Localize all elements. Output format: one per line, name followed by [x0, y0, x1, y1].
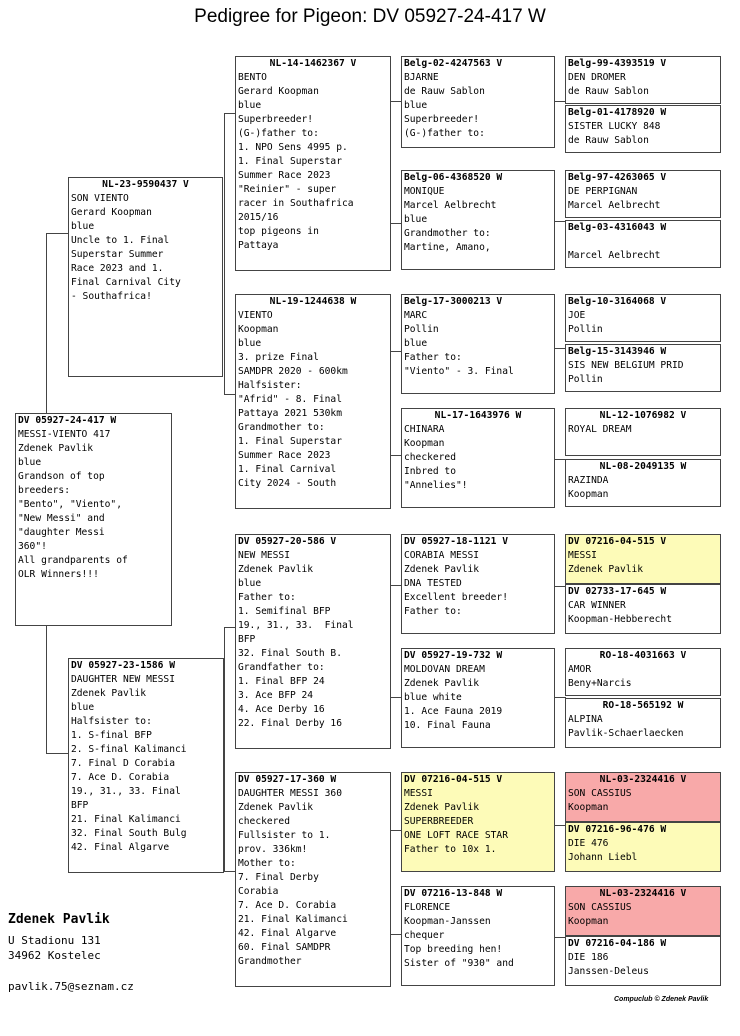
pigeon-info-line: Gerard Koopman — [238, 86, 319, 97]
pigeon-info-line: Marcel Aelbrecht — [568, 250, 661, 261]
ring-number: Belg-15-3143946 W — [568, 346, 667, 357]
pigeon-info-line: Pollin — [568, 324, 603, 335]
pigeon-info-line: 32. Final South B. — [238, 648, 342, 659]
pigeon-card-g6[interactable] — [565, 344, 721, 392]
pigeon-info-line: Father to: — [238, 592, 296, 603]
pigeon-card-g3[interactable] — [565, 170, 721, 218]
pigeon-info-line: Pattaya — [238, 240, 279, 251]
pigeon-info-line: de Rauw Sablon — [404, 86, 485, 97]
pigeon-info-line: Superstar Summer — [71, 249, 164, 260]
ring-number: DV 05927-17-360 W — [238, 774, 337, 785]
pigeon-name: MARC — [404, 310, 428, 321]
pigeon-info-line: racer in Southafrica — [238, 198, 354, 209]
pigeon-info-line: 19., 31., 33. Final — [238, 620, 354, 631]
pigeon-info-line: Summer Race 2023 — [238, 170, 331, 181]
pigeon-info-line: 7. Final D Corabia — [71, 758, 175, 769]
pigeon-info-line: checkered — [404, 452, 456, 463]
pigeon-card-dam[interactable] — [68, 658, 224, 873]
ring-number: DV 07216-13-848 W — [404, 888, 503, 899]
pigeon-name: DEN DROMER — [568, 72, 626, 83]
ring-number: DV 07216-04-186 W — [568, 938, 667, 949]
pigeon-info-line: blue — [18, 457, 42, 468]
connector — [46, 233, 47, 413]
ring-number: Belg-99-4393519 V — [568, 58, 667, 69]
pigeon-name: DIE 186 — [568, 952, 609, 963]
ring-number: Belg-17-3000213 V — [404, 296, 503, 307]
pigeon-info-line: Zdenek Pavlik — [18, 443, 94, 454]
pigeon-card-ddd[interactable] — [401, 886, 555, 986]
pigeon-info-line: Gerard Koopman — [71, 207, 152, 218]
breeder-info — [8, 912, 134, 994]
pigeon-info-line: blue — [71, 221, 95, 232]
pigeon-card-sd[interactable] — [235, 294, 391, 509]
pigeon-name: SON CASSIUS — [568, 788, 632, 799]
pigeon-info-line: Koopman-Janssen — [404, 916, 491, 927]
ring-number: Belg-03-4316043 W — [568, 222, 667, 233]
ring-number: DV 07216-96-476 W — [568, 824, 667, 835]
pigeon-info-line: 7. Ace D. Corabia — [71, 772, 170, 783]
pigeon-name: MESSI — [568, 550, 597, 561]
pigeon-info-line: Martine, Amano, — [404, 242, 491, 253]
pigeon-info-line: blue — [404, 100, 428, 111]
pigeon-name: ROYAL DREAM — [568, 424, 632, 435]
ring-number: RO-18-565192 W — [602, 700, 684, 711]
pigeon-info-line: All grandparents of — [18, 555, 128, 566]
pigeon-info-line: blue — [71, 702, 95, 713]
pigeon-card-g10[interactable] — [565, 584, 721, 634]
breeder-name: Zdenek Pavlik — [8, 912, 110, 927]
ring-number: NL-03-2324416 V — [599, 774, 687, 785]
ring-number: NL-19-1244638 W — [269, 296, 357, 307]
connector — [224, 627, 225, 871]
pigeon-info-line: (G-)father to: — [404, 128, 485, 139]
pigeon-info-line: Uncle to 1. Final — [71, 235, 170, 246]
breeder-email[interactable]: pavlik.75@seznam.cz — [8, 980, 134, 993]
pigeon-card-ssd[interactable] — [401, 170, 555, 270]
pigeon-info-line: Beny+Narcis — [568, 678, 632, 689]
pigeon-info-line: 21. Final Kalimanci — [238, 914, 348, 925]
pigeon-info-line: prov. 336km! — [238, 844, 308, 855]
pigeon-name: CHINARA — [404, 424, 445, 435]
pigeon-info-line: Excellent breeder! — [404, 592, 508, 603]
pigeon-info-line: OLR Winners!!! — [18, 569, 99, 580]
breeder-address-line-2: 34962 Kostelec — [8, 949, 101, 962]
pigeon-info-line: 1. Final Superstar — [238, 156, 342, 167]
pigeon-name: JOE — [568, 310, 586, 321]
pigeon-info-line: Grandfather to: — [238, 662, 325, 673]
pigeon-info-line: top pigeons in — [238, 226, 319, 237]
pigeon-name: CAR WINNER — [568, 600, 626, 611]
pigeon-info-line: 10. Final Fauna — [404, 720, 491, 731]
pigeon-info-line: Marcel Aelbrecht — [404, 200, 497, 211]
pigeon-info-line: Koopman — [568, 489, 609, 500]
pigeon-info-line: Johann Liebl — [568, 852, 638, 863]
pigeon-info-line: blue white — [404, 692, 462, 703]
pigeon-info-line: Zdenek Pavlik — [238, 802, 314, 813]
pigeon-name: RAZINDA — [568, 475, 609, 486]
pigeon-card-g8[interactable] — [565, 459, 721, 507]
pigeon-card-g13[interactable] — [565, 772, 721, 822]
pigeon-info-line: Race 2023 and 1. — [71, 263, 164, 274]
pigeon-card-dds[interactable] — [401, 772, 555, 872]
pigeon-info-line: "Annelies"! — [404, 480, 468, 491]
pigeon-info-line: Pollin — [568, 374, 603, 385]
pigeon-info-line: DNA TESTED — [404, 578, 462, 589]
pigeon-card-g5[interactable] — [565, 294, 721, 342]
pigeon-card-g2[interactable] — [565, 105, 721, 153]
pigeon-info-line: blue — [404, 214, 428, 225]
ring-number: DV 05927-19-732 W — [404, 650, 503, 661]
pigeon-name: MESSI-VIENTO 417 — [18, 429, 111, 440]
ring-number: NL-23-9590437 V — [102, 179, 189, 190]
pigeon-info-line: Marcel Aelbrecht — [568, 200, 661, 211]
pigeon-info-line: 60. Final SAMDPR — [238, 942, 331, 953]
pigeon-info-line: Pollin — [404, 324, 439, 335]
pigeon-info-line: "daughter Messi — [18, 527, 105, 538]
ring-number: DV 07216-04-515 V — [404, 774, 503, 785]
pigeon-card-g7[interactable] — [565, 408, 721, 456]
pigeon-card-sds[interactable] — [401, 294, 555, 394]
pigeon-name: DAUGHTER NEW MESSI — [71, 674, 175, 685]
ring-number: DV 05927-23-1586 W — [71, 660, 175, 671]
pigeon-info-line: Pavlik-Schaerlaecken — [568, 728, 684, 739]
footer-credit: Compuclub © Zdenek Pavlik — [614, 996, 709, 1003]
pigeon-info-line: 2. S-final Kalimanci — [71, 744, 187, 755]
pigeon-name: SIS NEW BELGIUM PRID — [568, 360, 684, 371]
pigeon-info-line: 1. Final Superstar — [238, 436, 342, 447]
pigeon-info-line: (G-)father to: — [238, 128, 319, 139]
pigeon-info-line: ONE LOFT RACE STAR — [404, 830, 508, 841]
pigeon-info-line: "Afrid" - 8. Final — [238, 394, 342, 405]
pigeon-info-line: 1. NPO Sens 4995 p. — [238, 142, 348, 153]
pigeon-info-line: 32. Final South Bulg — [71, 828, 187, 839]
pigeon-info-line: 7. Final Derby — [238, 872, 319, 883]
pigeon-card-g4[interactable] — [565, 220, 721, 268]
pigeon-info-line: "Reinier" - super — [238, 184, 337, 195]
pigeon-name: BENTO — [238, 72, 267, 83]
pigeon-info-line: Koopman-Hebberecht — [568, 614, 672, 625]
pigeon-name: FLORENCE — [404, 902, 451, 913]
pigeon-name: NEW MESSI — [238, 550, 290, 561]
ring-number: DV 02733-17-645 W — [568, 586, 667, 597]
pigeon-info-line: Koopman — [404, 438, 445, 449]
pigeon-name: SON VIENTO — [71, 193, 129, 204]
pigeon-name — [568, 235, 718, 249]
pigeon-info-line: blue — [238, 338, 262, 349]
pigeon-info-line: Zdenek Pavlik — [404, 802, 480, 813]
pigeon-info-line: "Viento" - 3. Final — [404, 366, 514, 377]
pigeon-info-line: 1. Final Carnival — [238, 464, 337, 475]
pigeon-info-line: 19., 31., 33. Final — [71, 786, 181, 797]
pigeon-info-line: 1. Final BFP 24 — [238, 676, 325, 687]
pigeon-info-line: 3. prize Final — [238, 352, 319, 363]
ring-number: Belg-06-4368520 W — [404, 172, 503, 183]
pigeon-info-line: Grandmother to: — [404, 228, 491, 239]
ring-number: NL-14-1462367 V — [269, 58, 357, 69]
pigeon-info-line: Grandmother — [238, 956, 302, 967]
pigeon-name: AMOR — [568, 664, 592, 675]
pigeon-info-line: BFP — [71, 800, 89, 811]
pigeon-info-line: Father to 10x 1. — [404, 844, 497, 855]
pigeon-info-line: Grandmother to: — [238, 422, 325, 433]
pigeon-info-line: SAMDPR 2020 - 600km — [238, 366, 348, 377]
pigeon-name: SON CASSIUS — [568, 902, 632, 913]
ring-number: Belg-01-4178920 W — [568, 107, 667, 118]
pigeon-card-g11[interactable] — [565, 648, 721, 696]
pigeon-card-sdd[interactable] — [401, 408, 555, 508]
pigeon-info-line: Grandson of top — [18, 471, 105, 482]
pigeon-info-line: Fullsister to 1. — [238, 830, 331, 841]
pigeon-info-line: Summer Race 2023 — [238, 450, 331, 461]
pigeon-name: CORABIA MESSI — [404, 550, 480, 561]
pigeon-info-line: "New Messi" and — [18, 513, 105, 524]
pigeon-info-line: Top breeding hen! — [404, 944, 503, 955]
pigeon-card-sss[interactable] — [401, 56, 555, 148]
breeder-address-line-1: U Stadionu 131 — [8, 934, 101, 947]
pigeon-name: ALPINA — [568, 714, 603, 725]
pigeon-info-line: Father to: — [404, 606, 462, 617]
pigeon-info-line: Zdenek Pavlik — [568, 564, 644, 575]
pigeon-name: DIE 476 — [568, 838, 609, 849]
pigeon-info-line: 360"! — [18, 541, 47, 552]
pigeon-info-line: blue — [404, 338, 428, 349]
pigeon-card-dsd[interactable] — [401, 648, 555, 748]
pigeon-name: DE PERPIGNAN — [568, 186, 638, 197]
pigeon-card-g14[interactable] — [565, 822, 721, 872]
pigeon-info-line: BFP — [238, 634, 256, 645]
pigeon-info-line: Superbreeder! — [404, 114, 480, 125]
pigeon-name: MESSI — [404, 788, 433, 799]
page-title: Pedigree for Pigeon: DV 05927-24-417 W — [194, 6, 546, 27]
pigeon-card-g15[interactable] — [565, 886, 721, 936]
pigeon-info-line: - Southafrica! — [71, 291, 152, 302]
ring-number: NL-08-2049135 W — [599, 461, 687, 472]
pigeon-info-line: 4. Ace Derby 16 — [238, 704, 325, 715]
pigeon-card-g12[interactable] — [565, 698, 721, 748]
pigeon-name: VIENTO — [238, 310, 273, 321]
pigeon-info-line: Halfsister to: — [71, 716, 152, 727]
pigeon-info-line: 2015/16 — [238, 212, 279, 223]
ring-number: NL-12-1076982 V — [599, 410, 687, 421]
pigeon-info-line: Zdenek Pavlik — [238, 564, 314, 575]
pigeon-card-ss[interactable] — [235, 56, 391, 271]
pigeon-name: DAUGHTER MESSI 360 — [238, 788, 342, 799]
pigeon-info-line: Koopman — [568, 916, 609, 927]
ring-number: Belg-02-4247563 V — [404, 58, 503, 69]
pigeon-info-line: SUPERBREEDER — [404, 816, 474, 827]
pigeon-name: BJARNE — [404, 72, 439, 83]
pigeon-card-g1[interactable] — [565, 56, 721, 104]
pigeon-info-line: Sister of "930" and — [404, 958, 514, 969]
pigeon-card-dd[interactable] — [235, 772, 391, 987]
pigeon-name: SISTER LUCKY 848 — [568, 121, 661, 132]
pigeon-info-line: 7. Ace D. Corabia — [238, 900, 337, 911]
pigeon-info-line: "Bento", "Viento", — [18, 499, 122, 510]
pigeon-info-line: chequer — [404, 930, 445, 941]
ring-number: Belg-97-4263065 V — [568, 172, 667, 183]
pigeon-card-dss[interactable] — [401, 534, 555, 634]
pigeon-info-line: Zdenek Pavlik — [404, 564, 480, 575]
ring-number: RO-18-4031663 V — [599, 650, 687, 661]
ring-number: DV 05927-20-586 V — [238, 536, 337, 547]
pigeon-info-line: City 2024 - South — [238, 478, 337, 489]
pigeon-info-line: 42. Final Algarve — [238, 928, 337, 939]
pigeon-info-line: Father to: — [404, 352, 462, 363]
ring-number: Belg-10-3164068 V — [568, 296, 667, 307]
pigeon-card-sire[interactable] — [68, 177, 223, 377]
connector — [224, 113, 225, 394]
pigeon-info-line: Koopman — [238, 324, 279, 335]
pigeon-name: MONIQUE — [404, 186, 445, 197]
ring-number: DV 05927-24-417 W — [18, 415, 117, 426]
connector — [46, 626, 47, 753]
pigeon-info-line: Pattaya 2021 530km — [238, 408, 342, 419]
pigeon-info-line: 21. Final Kalimanci — [71, 814, 181, 825]
pigeon-info-line: Corabia — [238, 886, 279, 897]
pigeon-info-line: 1. Semifinal BFP — [238, 606, 331, 617]
ring-number: DV 07216-04-515 V — [568, 536, 667, 547]
pigeon-info-line: blue — [238, 100, 262, 111]
pigeon-info-line: de Rauw Sablon — [568, 86, 649, 97]
ring-number: NL-03-2324416 V — [599, 888, 687, 899]
pigeon-info-line: 1. Ace Fauna 2019 — [404, 706, 503, 717]
pigeon-name: MOLDOVAN DREAM — [404, 664, 485, 675]
pigeon-info-line: 1. S-final BFP — [71, 730, 152, 741]
ring-number: NL-17-1643976 W — [434, 410, 522, 421]
pigeon-info-line: 42. Final Algarve — [71, 842, 170, 853]
pigeon-info-line: 22. Final Derby 16 — [238, 718, 342, 729]
pigeon-info-line: Final Carnival City — [71, 277, 181, 288]
pigeon-info-line: Superbreeder! — [238, 114, 314, 125]
pigeon-card-g9[interactable] — [565, 534, 721, 584]
pigeon-info-line: breeders: — [18, 485, 70, 496]
pigeon-info-line: checkered — [238, 816, 290, 827]
pigeon-info-line: Janssen-Deleus — [568, 966, 649, 977]
pigeon-info-line: Mother to: — [238, 858, 296, 869]
pigeon-info-line: Inbred to — [404, 466, 456, 477]
pigeon-info-line: de Rauw Sablon — [568, 135, 649, 146]
pigeon-card-g16[interactable] — [565, 936, 721, 986]
pigeon-info-line: Zdenek Pavlik — [404, 678, 480, 689]
pigeon-info-line: Halfsister: — [238, 380, 302, 391]
pigeon-card-ds[interactable] — [235, 534, 391, 749]
pigeon-card-main[interactable] — [15, 413, 172, 626]
pigeon-info-line: 3. Ace BFP 24 — [238, 690, 314, 701]
pigeon-info-line: Zdenek Pavlik — [71, 688, 147, 699]
pigeon-info-line: Koopman — [568, 802, 609, 813]
pigeon-info-line: blue — [238, 578, 262, 589]
ring-number: DV 05927-18-1121 V — [404, 536, 508, 547]
